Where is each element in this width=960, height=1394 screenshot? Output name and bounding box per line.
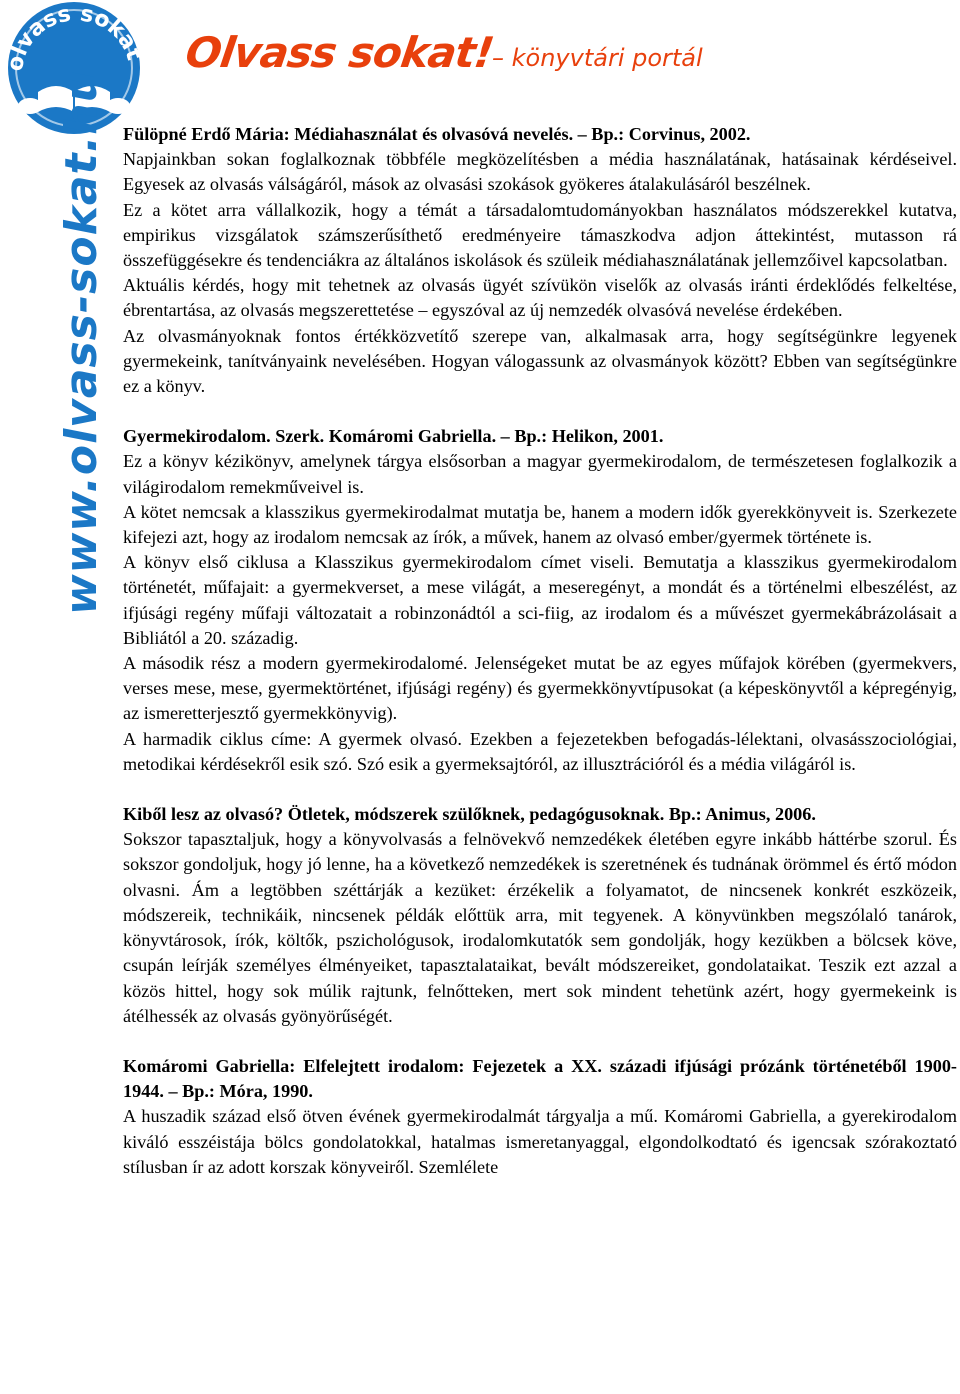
book-title: Fülöpné Erdő Mária: Médiahasználat és olvasóvá nevelés. – Bp.: Corvinus, 2002. [123, 124, 751, 144]
side-url: www.olvass-sokat.hu [56, 70, 107, 615]
book-title: Kiből lesz az olvasó? Ötletek, módszerek szülőknek, pedagógusoknak. Bp.: Animus, 2006. [123, 804, 816, 825]
logo-text: olvass sokat [2, 1, 147, 74]
book-paragraph: A második rész a modern gyermekirodalomé. Jelenségeket mutat be az egyes műfajok körében (gyermekvers, verses mese, mese, gyermektörténet, ifjúsági regény) és gyermekkönyvtípusokat (a képeskönyvtől a képregényig, az ismeretterjesztő gyermekkönyvig). [123, 653, 957, 724]
book-paragraph: A könyv első ciklusa a Klasszikus gyermekirodalom címet viseli. Bemutatja a klasszikus gyermekirodalom történetét, műfajait: a gyermekverset, a mese világát, a meseregényt, a mondát és a történelmi elbeszélést, az ifjúsági regény műfaji változatait a robinzonádtól a sci-fiig, az irodalom és a művészet gyermekábrázolásait a Bibliától a 20. századig. [123, 552, 957, 648]
book-paragraph: A huszadik század első ötven évének gyermekirodalmát tárgyalja a mű. Komáromi Gabriella, a gyerekirodalom kiváló esszéistája bölcs gondolatokkal, hatalmas ismeretanyaggal, elgondolkodtató és igencsak szórakoztató stílusban ír az adott korszak könyveiről. Szemlélete [123, 1106, 957, 1177]
book-title: Gyermekirodalom. Szerk. Komáromi Gabriella. – Bp.: Helikon, 2001. [123, 426, 664, 447]
book-paragraph: Ez a könyv kézikönyv, amelynek tárgya elsősorban a magyar gyermekirodalom, de természetesen foglalkozik a világirodalom remekműveivel is. [123, 451, 957, 497]
book-entry [123, 122, 957, 399]
book-paragraph: Ez a kötet arra vállalkozik, hogy a témát a társadalomtudományokban használatos módszerekkel kutatva, empirikus vizsgálatok számszerűsíthető eredményeire támaszkodva adjon áttekintést, mutasson rá összefüggésekre és tendenciákra az általános iskolások és szüleik médiahasználatának jellemzőivel kapcsolatban. [123, 199, 957, 271]
book-title: Komáromi Gabriella: Elfelejtett irodalom: Fejezetek a XX. századi ifjúsági prózánk történetéből 1900-1944. – Bp.: Móra, 1990. [123, 1055, 957, 1102]
book-paragraph: Aktuális kérdés, hogy mit tehetnek az olvasás ügyét szívükön viselők az olvasás iránti érdeklődés felkeltése, ébrentartása, az olvasás megszerettetése – egyszóval az új nemzedék olvasóvá nevelése érdekében. [123, 275, 957, 321]
book-paragraph: A harmadik ciklus címe: A gyermek olvasó. Ezekben a fejezetekben befogadás-lélektani, olvasásszociológiai, metodikai kérdésekről esik szó. Szó esik a gyermeksajtóról, az illusztrációról és a média világáról is. [123, 728, 957, 774]
book-paragraph: A kötet nemcsak a klasszikus gyermekirodalmat mutatja be, hanem a modern idők gyerekkönyveit is. Szerkezete kifejezi azt, hogy az irodalom nemcsak az írók, a művek, hanem az olvasó ember/gyermek története is. [123, 501, 957, 548]
book-entry [123, 424, 957, 777]
book-paragraph: Sokszor tapasztaljuk, hogy a könyvolvasás a felnövekvő nemzedékek életében egyre inkább háttérbe szorul. És sokszor gondoljuk, hogy jó lenne, ha a következő nemzedékek is szeretnének és tudnának örömmel és értő módon olvasni. Ám a legtöbben széttárják a kezüket: érzékelik a folyamatot, de nincsenek konkrét eszközeik, módszereik, technikáik, nincsenek példák előttük arra, mit tegyenek. A könyvünkben megszólaló tanárok, könyvtárosok, írók, költők, pszichológusok, irodalomkutatók sem gondolják, hogy kezükben a bölcsek köve, csupán leírják személyes élményeiket, tapasztalataikat, bevált módszereiket, gondolataikat. Teszik ezt azzal a közös hittel, hogy sok múlik rajtunk, felnőtteken, mert sok mindent tehetünk azért, hogy gyermekeink is átélhessék az olvasás gyönyörűségét. [123, 829, 957, 1026]
book-entry [123, 1054, 957, 1180]
book-paragraph: Napjainkban sokan foglalkoznak többféle megközelítésben a média használatának, hatásainak kérdéseivel. Egyesek az olvasás válságáról, mások az olvasási szokások gyökeres átalakulásáról beszélnek. [123, 149, 957, 195]
article-body [123, 122, 957, 1180]
book-paragraph: Az olvasmányoknak fontos értékközvetítő szerepe van, alkalmasak arra, hogy segítségünkre legyenek gyermekeink, tanítványaink nevelésében. Hogyan válogassunk az olvasmányok között? Ebben van segítségünkre ez a könyv. [123, 325, 957, 397]
brand-title: Olvass sokat! [182, 28, 497, 77]
book-entry [123, 802, 957, 1029]
brand-subtitle: – könyvtári portál [492, 44, 703, 72]
